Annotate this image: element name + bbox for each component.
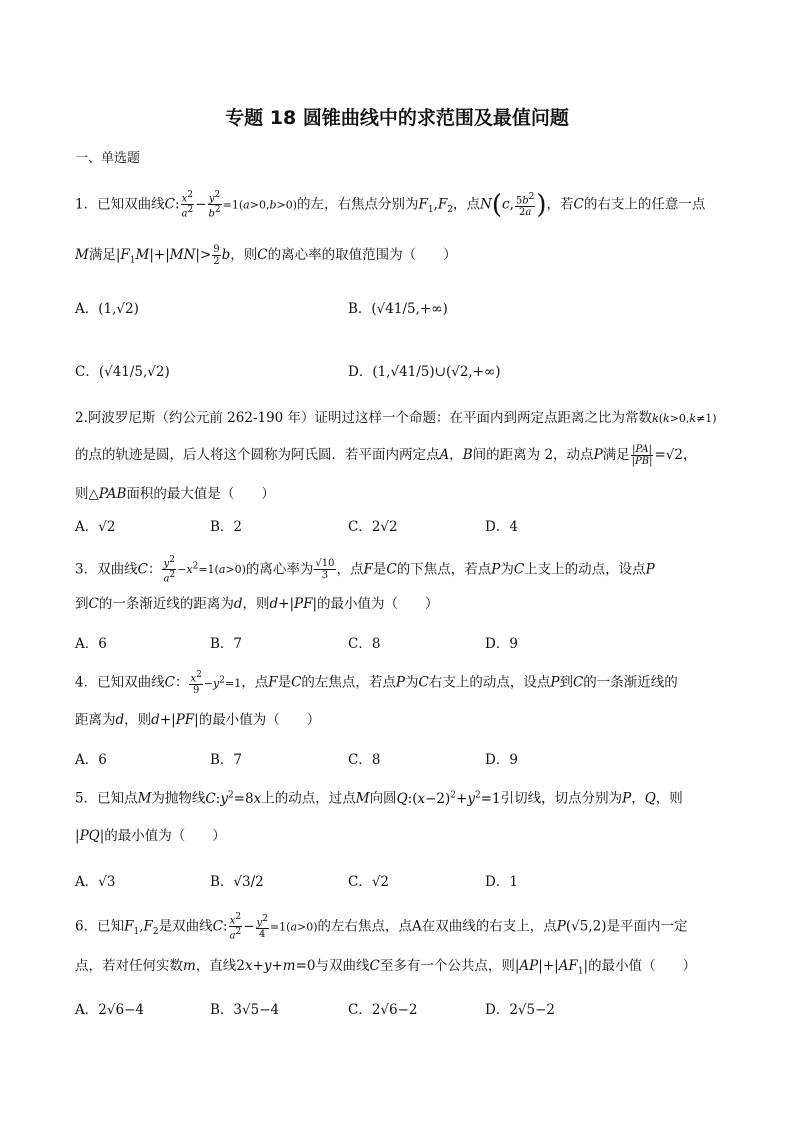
q6-option-b[interactable]: B．3√5−4 (210, 1002, 280, 1018)
q1-option-c[interactable]: C．(√41/5,√2) (75, 364, 170, 380)
q3-option-b[interactable]: B．7 (210, 636, 243, 652)
q6-option-a[interactable]: A．2√6−4 (75, 1002, 144, 1018)
question-3-line-2: 到C的一条渐近线的距离为d，则d+|PF|的最小值为（ ） (75, 596, 439, 612)
q4-option-b[interactable]: B．7 (210, 752, 243, 768)
question-1-line-2: M满足$|F_1M|+|MN|>$ $\frac{9}{2}$ b，则C的离心率的取值范围为（ ） (75, 244, 457, 267)
q4-option-a[interactable]: A．6 (75, 752, 107, 768)
q3-option-c[interactable]: C．8 (348, 636, 381, 652)
q4-option-c[interactable]: C．8 (348, 752, 381, 768)
q5-option-d[interactable]: D．1 (485, 874, 518, 890)
question-5-line-1: 5．已知点M为抛物线$C:y^2=8x$上的动点，过点M向圆$Q:(x-2)^2+y^2=1$引切线，切点分别为P，Q，则 (75, 790, 683, 807)
q1-option-d[interactable]: D．(1,√41/5)∪(√2,+∞) (348, 364, 501, 380)
q1-option-b[interactable]: B．(√41/5,+∞) (348, 301, 448, 317)
page-title: 专题 18 圆锥曲线中的求范围及最值问题 (225, 107, 569, 129)
question-5-line-2: |PQ|的最小值为（ ） (75, 828, 226, 844)
question-6-line-2: 点，若对任何实数m，直线2x+y+m=0与双曲线C至多有一个公共点，则$|AP|+|AF_1|$的最小值（ ） (75, 958, 697, 977)
q3-option-d[interactable]: D．9 (485, 636, 518, 652)
q2-option-a[interactable]: A．√2 (75, 519, 116, 535)
q1-option-a[interactable]: A．(1,√2) (75, 301, 139, 317)
q2-option-d[interactable]: D．4 (485, 519, 518, 535)
question-3-line-1: 3．双曲线C： $\frac{y^2}{a^2}$ $-x^2=1(a>0)$的离心率为 $\frac{√10}{3}$ ，点F是C的下焦点，若点P为C上支上的动点，设点P (75, 555, 655, 585)
question-4-line-1: 4．已知双曲线C： $\frac{x^2}{9}$ $-y^2=1$，点F是C的左焦点，若点P为C右支上的动点，设点P到C的一条渐近线的 (75, 670, 678, 697)
q5-option-a[interactable]: A．√3 (75, 874, 116, 890)
question-4-line-2: 距离为d，则d+|PF|的最小值为（ ） (75, 712, 321, 728)
q5-option-b[interactable]: B．√3/2 (210, 874, 264, 890)
q2-option-b[interactable]: B．2 (210, 519, 243, 535)
q2-option-c[interactable]: C．2√2 (348, 519, 398, 535)
question-2-line-3: 则△PAB面积的最大值是（ ） (75, 486, 275, 502)
question-2-line-2: 的点的轨迹是圆，后人将这个圆称为阿氏圆．若平面内两定点A，B间的距离为 2，动点P满足 $\frac{|PA|}{|PB|}$ =√2， (75, 444, 697, 467)
q6-option-c[interactable]: C．2√6−2 (348, 1002, 418, 1018)
question-1-line-1: 1．已知双曲线C: $\frac{x^2}{a^2}$ − $\frac{y^2}{b^2}$ =1(a>0,b>0)的左，右焦点分别为$F_1,F_2$，点N(c, $\frac{5b^2}{2a}$ )，若C的右支上的任意一点 (75, 189, 706, 220)
q5-option-c[interactable]: C．√2 (348, 874, 390, 890)
section-heading: 一、单选题 (75, 151, 141, 166)
q4-option-d[interactable]: D．9 (485, 752, 518, 768)
question-6-line-1: 6．已知$F_1,F_2$是双曲线C: $\frac{x^2}{a^2}$ − $\frac{y^2}{4}$ =1(a>0)的左右焦点，点A在双曲线的右支上，点P(√5,2)是平面内一定 (75, 912, 688, 942)
question-2-line-1: 2.阿波罗尼斯（约公元前 262-190 年）证明过这样一个命题：在平面内到两定点距离之比为常数k(k>0,k≠1) (75, 410, 717, 426)
q6-option-d[interactable]: D．2√5−2 (485, 1002, 556, 1018)
q3-option-a[interactable]: A．6 (75, 636, 107, 652)
